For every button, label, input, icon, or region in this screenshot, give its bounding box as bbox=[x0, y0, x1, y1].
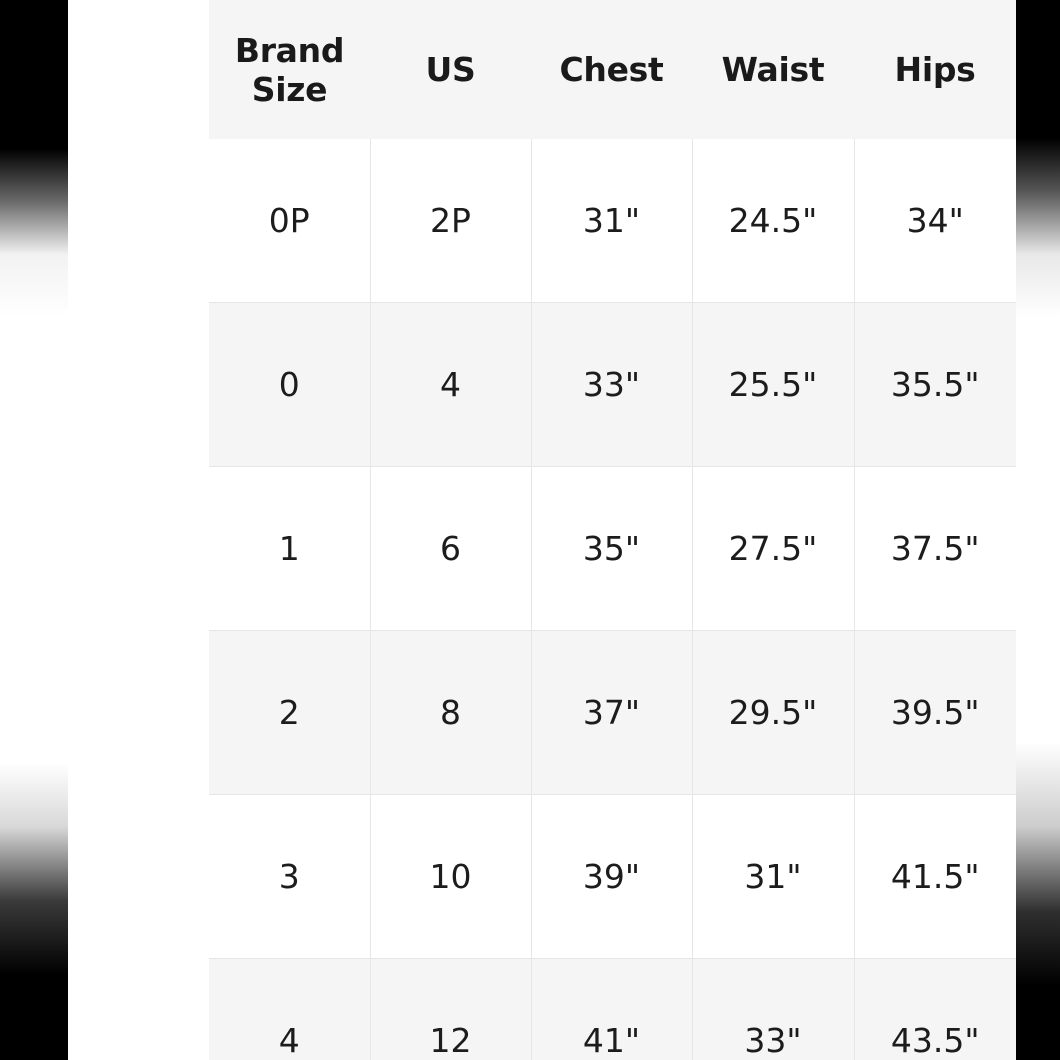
cell-waist: 27.5" bbox=[692, 467, 854, 631]
cell-us: 12 bbox=[370, 959, 531, 1060]
cell-chest: 37" bbox=[531, 631, 692, 795]
cell-chest: 31" bbox=[531, 139, 692, 303]
left-edge-gradient bbox=[0, 0, 68, 1060]
table-header-row bbox=[209, 0, 1016, 139]
cell-brand-size: 4 bbox=[209, 959, 370, 1060]
cell-brand-size: 0 bbox=[209, 303, 370, 467]
cell-waist: 25.5" bbox=[692, 303, 854, 467]
table-row bbox=[209, 139, 1016, 303]
column-header-hips: Hips bbox=[854, 0, 1016, 139]
cell-hips: 34" bbox=[854, 139, 1016, 303]
cell-waist: 31" bbox=[692, 795, 854, 959]
table-row bbox=[209, 959, 1016, 1060]
document-page bbox=[68, 0, 998, 1060]
cell-us: 2P bbox=[370, 139, 531, 303]
cell-brand-size: 0P bbox=[209, 139, 370, 303]
cell-waist: 29.5" bbox=[692, 631, 854, 795]
cell-brand-size: 3 bbox=[209, 795, 370, 959]
cell-us: 10 bbox=[370, 795, 531, 959]
cell-hips: 43.5" bbox=[854, 959, 1016, 1060]
cell-hips: 37.5" bbox=[854, 467, 1016, 631]
column-header-brand-size: Brand Size bbox=[209, 0, 370, 139]
cell-brand-size: 1 bbox=[209, 467, 370, 631]
table-header bbox=[209, 0, 1016, 139]
column-header-us: US bbox=[370, 0, 531, 139]
column-header-chest: Chest bbox=[531, 0, 692, 139]
cell-us: 4 bbox=[370, 303, 531, 467]
size-chart-container bbox=[209, 0, 1016, 1060]
cell-brand-size: 2 bbox=[209, 631, 370, 795]
cell-waist: 24.5" bbox=[692, 139, 854, 303]
cell-hips: 39.5" bbox=[854, 631, 1016, 795]
cell-waist: 33" bbox=[692, 959, 854, 1060]
table-row bbox=[209, 795, 1016, 959]
size-chart-table bbox=[209, 0, 1016, 1060]
cell-us: 6 bbox=[370, 467, 531, 631]
column-header-waist: Waist bbox=[692, 0, 854, 139]
cell-chest: 39" bbox=[531, 795, 692, 959]
cell-chest: 35" bbox=[531, 467, 692, 631]
table-row bbox=[209, 631, 1016, 795]
cell-hips: 35.5" bbox=[854, 303, 1016, 467]
cell-chest: 33" bbox=[531, 303, 692, 467]
table-row bbox=[209, 303, 1016, 467]
cell-hips: 41.5" bbox=[854, 795, 1016, 959]
cell-chest: 41" bbox=[531, 959, 692, 1060]
table-row bbox=[209, 467, 1016, 631]
table-body bbox=[209, 139, 1016, 1060]
cell-us: 8 bbox=[370, 631, 531, 795]
vertical-scrollbar-track[interactable] bbox=[1042, 0, 1058, 1060]
